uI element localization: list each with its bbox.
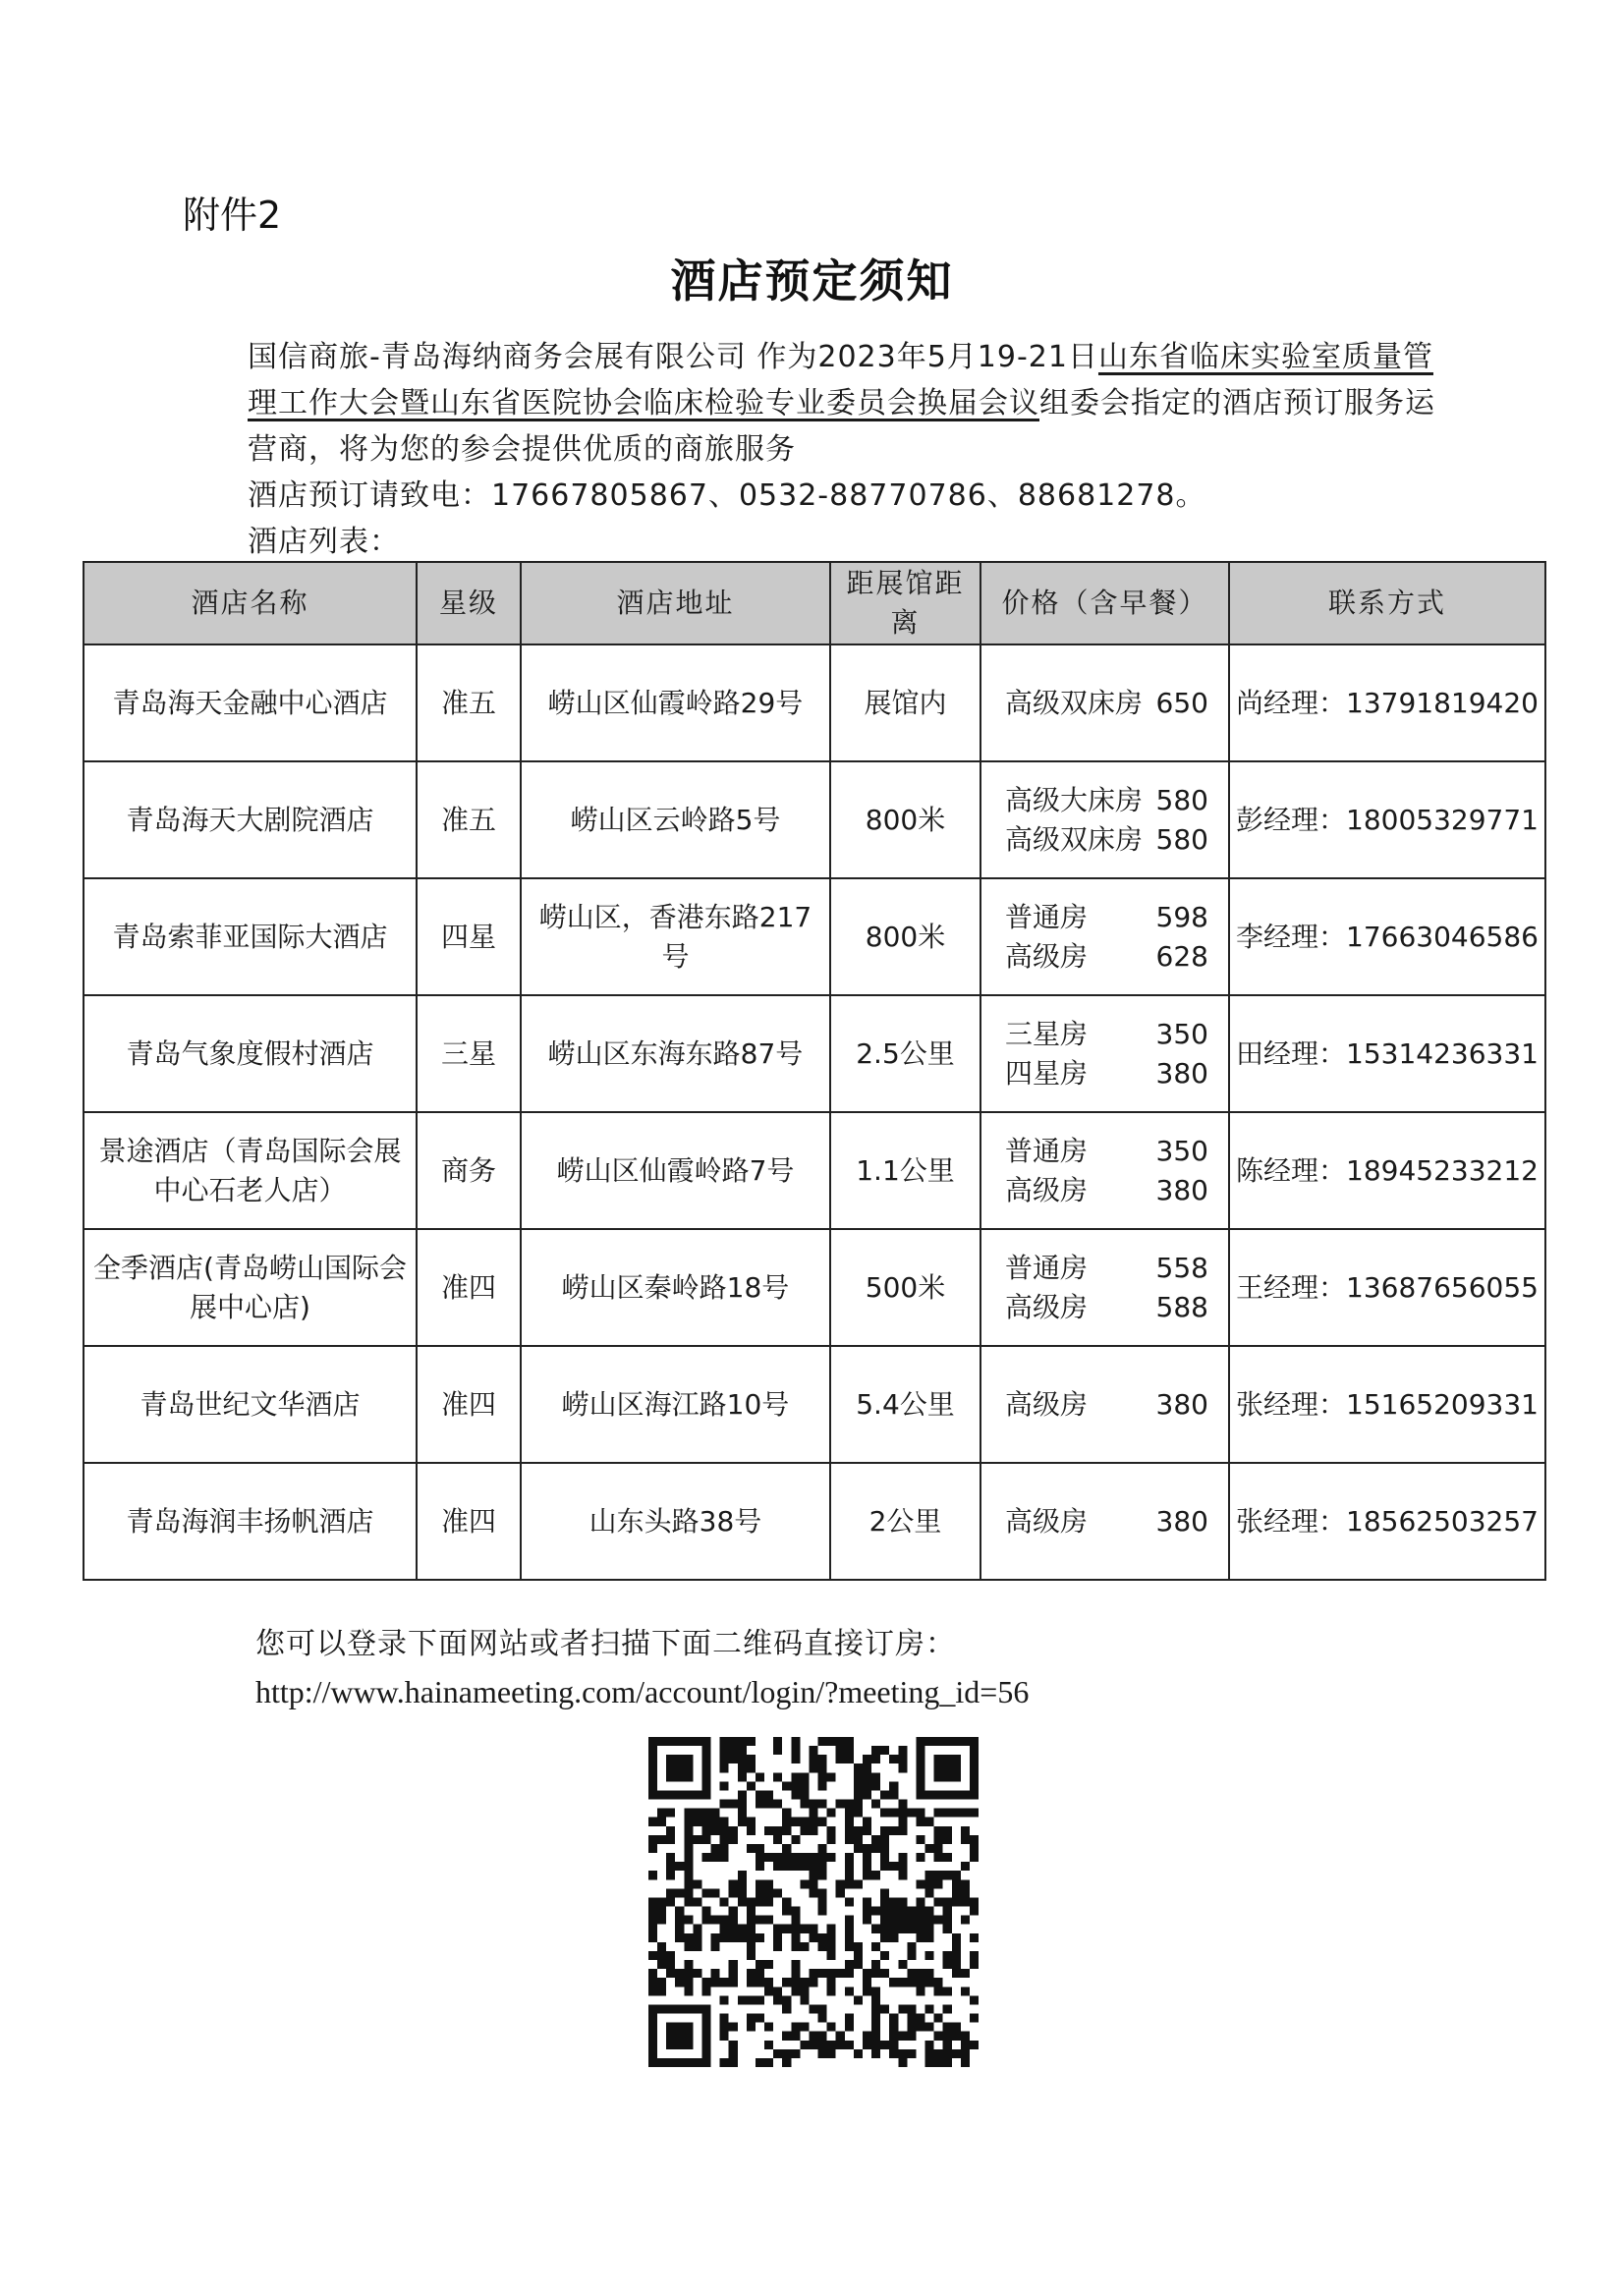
room-type: 高级大床房 xyxy=(1005,783,1144,816)
star-cell: 四星 xyxy=(417,878,521,995)
price-cell xyxy=(980,1112,1229,1229)
room-type: 高级房 xyxy=(1005,1173,1089,1206)
price-cell xyxy=(980,644,1229,761)
star-cell: 准四 xyxy=(417,1346,521,1463)
table-header-row xyxy=(84,562,1545,644)
star-cell: 准五 xyxy=(417,644,521,761)
room-type: 普通房 xyxy=(1005,1134,1089,1167)
table-row xyxy=(84,1463,1545,1580)
price-line xyxy=(987,1249,1222,1288)
room-type: 三星房 xyxy=(1005,1017,1089,1050)
room-price: 650 xyxy=(1155,686,1208,719)
hotel-name-cell: 青岛海润丰扬帆酒店 xyxy=(84,1463,417,1580)
room-type: 高级双床房 xyxy=(1005,686,1144,719)
distance-cell: 2公里 xyxy=(830,1463,980,1580)
table-row xyxy=(84,1112,1545,1229)
price-cell xyxy=(980,1229,1229,1346)
address-cell: 崂山区仙霞岭路29号 xyxy=(521,644,830,761)
price-line xyxy=(987,1288,1222,1327)
phone-line: 酒店预订请致电：17667805867、0532-88770786、88681278。 xyxy=(248,478,1206,513)
room-price: 588 xyxy=(1155,1290,1208,1323)
address-cell: 崂山区云岭路5号 xyxy=(521,761,830,878)
address-cell: 山东头路38号 xyxy=(521,1463,830,1580)
room-price: 350 xyxy=(1155,1134,1208,1167)
attachment-label: 附件2 xyxy=(183,194,282,237)
address-cell: 崂山区秦岭路18号 xyxy=(521,1229,830,1346)
price-line xyxy=(987,1171,1222,1210)
intro-part1: 国信商旅-青岛海纳商务会展有限公司 作为2023年5月19-21日 xyxy=(248,340,1098,374)
table-row xyxy=(84,644,1545,761)
header-hotel-name: 酒店名称 xyxy=(84,562,417,644)
header-address: 酒店地址 xyxy=(521,562,830,644)
price-line xyxy=(987,937,1222,977)
room-price: 580 xyxy=(1155,783,1208,816)
contact-cell: 陈经理：18945233212 xyxy=(1229,1112,1545,1229)
qr-code-icon[interactable] xyxy=(648,1737,979,2067)
booking-instruction: 您可以登录下面网站或者扫描下面二维码直接订房： xyxy=(255,1627,956,1661)
star-cell: 商务 xyxy=(417,1112,521,1229)
hotel-name-cell: 青岛世纪文华酒店 xyxy=(84,1346,417,1463)
star-cell: 准四 xyxy=(417,1229,521,1346)
price-line xyxy=(987,781,1222,820)
hotel-name-cell: 青岛海天金融中心酒店 xyxy=(84,644,417,761)
distance-cell: 2.5公里 xyxy=(830,995,980,1112)
room-price: 580 xyxy=(1155,822,1208,856)
table-row xyxy=(84,1346,1545,1463)
hotel-name-cell: 青岛索菲亚国际大酒店 xyxy=(84,878,417,995)
conference-name: 山东省临床实验室质量管理工作大会暨山东省医院协会临床检验专业委员会换届会议 xyxy=(248,340,1433,420)
address-cell: 崂山区仙霞岭路7号 xyxy=(521,1112,830,1229)
distance-cell: 500米 xyxy=(830,1229,980,1346)
room-price: 598 xyxy=(1155,900,1208,933)
room-type: 高级房 xyxy=(1005,1504,1089,1538)
hotel-table xyxy=(83,561,1546,1581)
price-line xyxy=(987,820,1222,860)
room-price: 628 xyxy=(1155,939,1208,973)
contact-cell: 张经理：15165209331 xyxy=(1229,1346,1545,1463)
contact-cell: 田经理：15314236331 xyxy=(1229,995,1545,1112)
intro-section xyxy=(183,334,1440,565)
address-cell: 崂山区东海东路87号 xyxy=(521,995,830,1112)
price-line xyxy=(987,1385,1222,1425)
room-type: 四星房 xyxy=(1005,1056,1089,1090)
contact-cell: 李经理：17663046586 xyxy=(1229,878,1545,995)
room-price: 558 xyxy=(1155,1251,1208,1284)
price-cell xyxy=(980,995,1229,1112)
room-price: 380 xyxy=(1155,1387,1208,1421)
page-title: 酒店预定须知 xyxy=(670,254,954,308)
room-price: 350 xyxy=(1155,1017,1208,1050)
table-row xyxy=(84,1229,1545,1346)
price-cell xyxy=(980,878,1229,995)
price-line xyxy=(987,898,1222,937)
table-row xyxy=(84,761,1545,878)
contact-cell: 王经理：13687656055 xyxy=(1229,1229,1545,1346)
price-line xyxy=(987,1502,1222,1541)
distance-cell: 800米 xyxy=(830,878,980,995)
price-line xyxy=(987,1054,1222,1093)
table-row xyxy=(84,878,1545,995)
address-cell: 崂山区海江路10号 xyxy=(521,1346,830,1463)
contact-cell: 彭经理：18005329771 xyxy=(1229,761,1545,878)
distance-cell: 5.4公里 xyxy=(830,1346,980,1463)
header-distance: 距展馆距离 xyxy=(830,562,980,644)
room-type: 高级房 xyxy=(1005,939,1089,973)
header-star: 星级 xyxy=(417,562,521,644)
room-price: 380 xyxy=(1155,1504,1208,1538)
star-cell: 准四 xyxy=(417,1463,521,1580)
price-cell xyxy=(980,761,1229,878)
hotel-name-cell: 景途酒店（青岛国际会展中心石老人店） xyxy=(84,1112,417,1229)
room-price: 380 xyxy=(1155,1173,1208,1206)
price-cell xyxy=(980,1463,1229,1580)
hotel-name-cell: 青岛海天大剧院酒店 xyxy=(84,761,417,878)
room-type: 高级双床房 xyxy=(1005,822,1144,856)
contact-cell: 尚经理：13791819420 xyxy=(1229,644,1545,761)
room-type: 高级房 xyxy=(1005,1387,1089,1421)
address-cell: 崂山区，香港东路217号 xyxy=(521,878,830,995)
hotel-table-body xyxy=(84,644,1545,1580)
price-line xyxy=(987,684,1222,723)
intro-paragraph xyxy=(183,334,1440,473)
star-cell: 准五 xyxy=(417,761,521,878)
header-contact: 联系方式 xyxy=(1229,562,1545,644)
room-type: 普通房 xyxy=(1005,900,1089,933)
distance-cell: 展馆内 xyxy=(830,644,980,761)
room-type: 普通房 xyxy=(1005,1251,1089,1284)
booking-url[interactable]: http://www.hainameeting.com/account/login/?meeting_id=56 xyxy=(255,1674,1030,1709)
contact-cell: 张经理：18562503257 xyxy=(1229,1463,1545,1580)
hotel-name-cell: 青岛气象度假村酒店 xyxy=(84,995,417,1112)
star-cell: 三星 xyxy=(417,995,521,1112)
hotel-name-cell: 全季酒店(青岛崂山国际会展中心店) xyxy=(84,1229,417,1346)
room-type: 高级房 xyxy=(1005,1290,1089,1323)
price-cell xyxy=(980,1346,1229,1463)
table-row xyxy=(84,995,1545,1112)
hotel-list-label: 酒店列表： xyxy=(248,525,400,559)
distance-cell: 1.1公里 xyxy=(830,1112,980,1229)
room-price: 380 xyxy=(1155,1056,1208,1090)
header-price: 价格（含早餐） xyxy=(980,562,1229,644)
price-line xyxy=(987,1132,1222,1171)
intro-part2: 组委会指定的酒店预订服务运营商，将为您的参会提供优质的商旅服务 xyxy=(248,386,1435,467)
price-line xyxy=(987,1015,1222,1054)
distance-cell: 800米 xyxy=(830,761,980,878)
